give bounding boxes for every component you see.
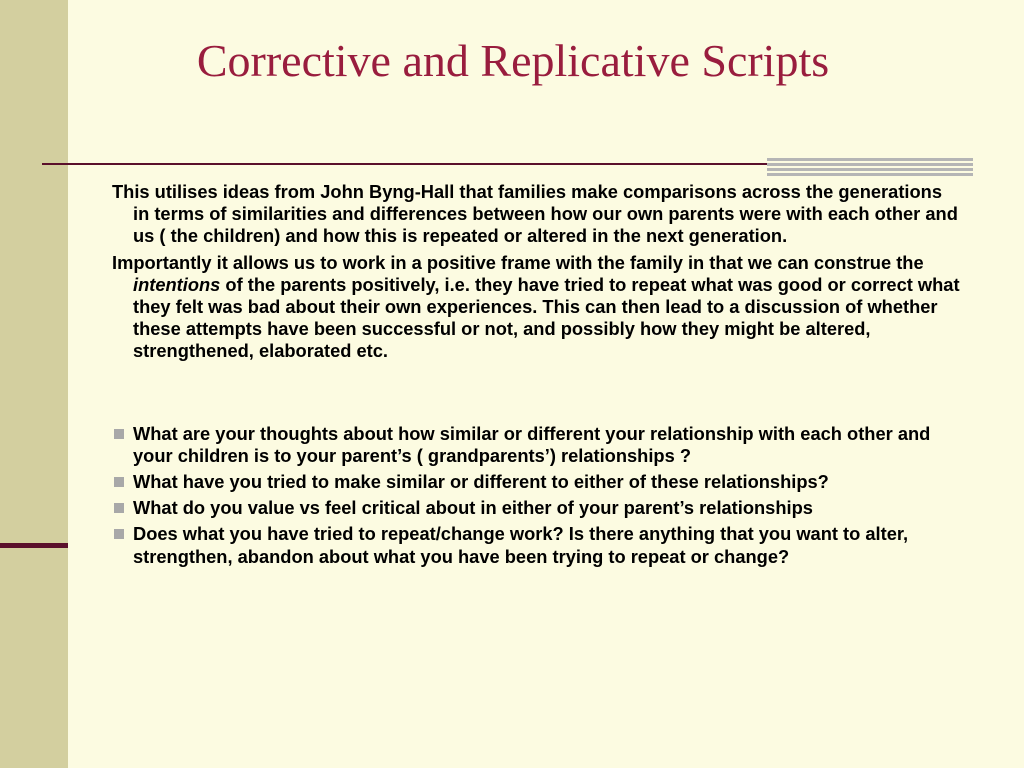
square-bullet-icon xyxy=(114,529,124,539)
side-accent-line xyxy=(0,543,68,548)
square-bullet-icon xyxy=(114,477,124,487)
intro-paragraph: This utilises ideas from John Byng-Hall that families make comparisons across the generations in terms of similarities and differences between how our own parents were with each other and us ( the children) and how this is repeated or altered in the next generation. xyxy=(112,181,958,247)
left-side-band xyxy=(0,0,68,768)
decorative-grey-bar xyxy=(767,158,973,178)
list-item xyxy=(112,423,962,467)
paragraph-gap xyxy=(112,367,962,423)
second-paragraph-end: of the parents positively, i.e. they have tried to repeat what was good or correct what they felt was bad about their own experiences. This can then lead to a discussion of whether these attempts have been successful or not, and possibly how they might be altered, strengthened, elaborated etc. xyxy=(133,273,960,362)
square-bullet-icon xyxy=(114,503,124,513)
list-item xyxy=(112,497,962,519)
square-bullet-icon xyxy=(114,429,124,439)
slide-title: Corrective and Replicative Scripts xyxy=(196,35,830,86)
bullet-text: What are your thoughts about how similar or different your relationship with each other and your children is to your parent’s ( grandparents’) relationships ? xyxy=(133,422,931,466)
list-item xyxy=(112,523,962,567)
slide-body xyxy=(112,181,962,572)
second-paragraph-start: Importantly it allows us to work in a positive frame with the family in that we can construe the xyxy=(112,251,924,273)
list-item xyxy=(112,471,962,493)
emphasis-intentions: intentions xyxy=(133,273,221,295)
bullet-text: What do you value vs feel critical about in either of your parent’s relationships xyxy=(133,497,813,519)
bullet-text: Does what you have tried to repeat/change work? Is there anything that you want to alter, strengthen, abandon about what you have been trying to repeat or change? xyxy=(133,523,909,567)
second-paragraph xyxy=(112,252,962,363)
bullet-text: What have you tried to make similar or different to either of these relationships? xyxy=(133,471,829,493)
